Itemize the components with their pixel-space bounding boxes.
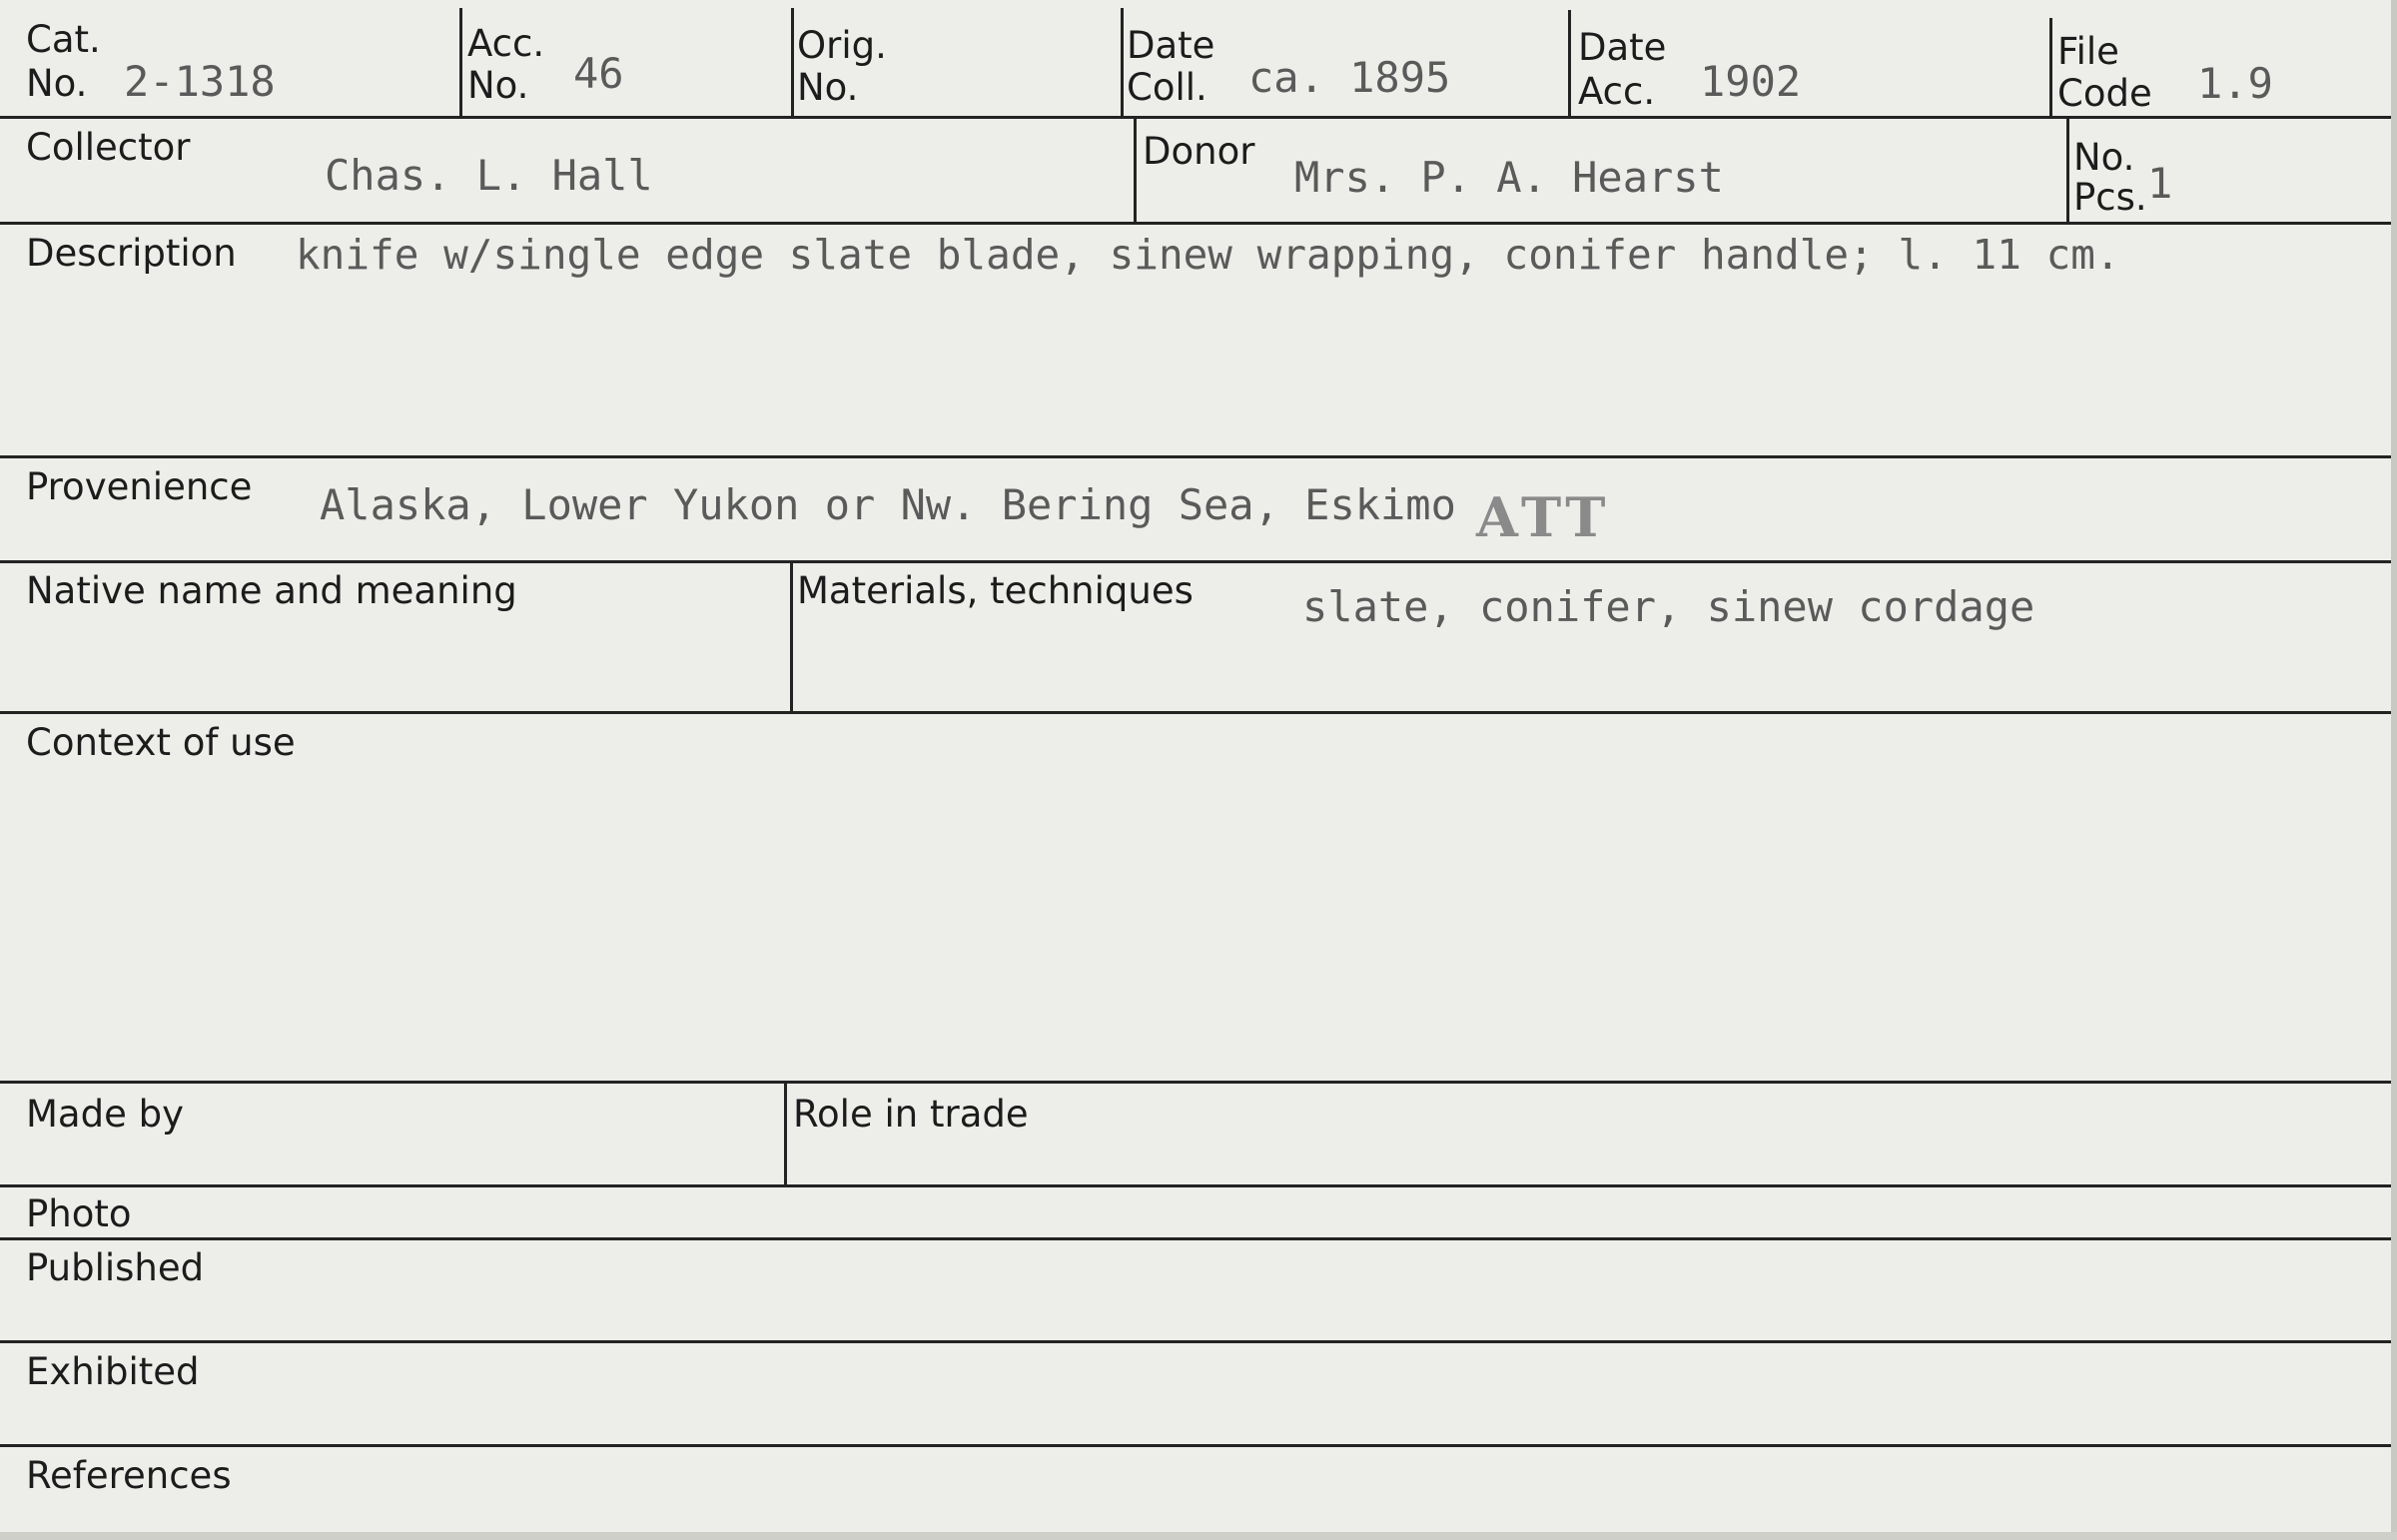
cat-no-label-line2: No.	[26, 62, 88, 105]
made-by-label: Made by	[26, 1093, 184, 1136]
divider-native-materials	[790, 562, 793, 711]
cat-no-label-line1: Cat.	[26, 18, 101, 61]
context-of-use-label: Context of use	[26, 721, 296, 764]
rule-exhibited-bottom	[0, 1444, 2397, 1447]
date-coll-value: ca. 1895	[1248, 53, 1451, 102]
rule-collector-bottom	[0, 222, 2397, 225]
rule-published-bottom	[0, 1340, 2397, 1343]
date-coll-label-line1: Date	[1127, 24, 1215, 67]
date-acc-value: 1902	[1700, 57, 1802, 106]
acc-no-value: 46	[573, 49, 624, 98]
card-bottom-edge	[0, 1532, 2397, 1540]
date-coll-label-line2: Coll.	[1127, 66, 1207, 109]
provenience-value: Alaska, Lower Yukon or Nw. Bering Sea, Eskimo	[320, 480, 1456, 529]
provenience-label: Provenience	[26, 465, 253, 508]
divider-donor-pieces	[2066, 118, 2069, 222]
published-label: Published	[26, 1246, 205, 1289]
materials-label: Materials, techniques	[797, 569, 1194, 612]
cat-no-value: 2-1318	[124, 57, 276, 106]
file-code-label-line2: Code	[2057, 72, 2152, 115]
materials-value: slate, conifer, sinew cordage	[1302, 582, 2035, 631]
rule-description-bottom	[0, 455, 2397, 458]
divider-orig-datecoll	[1121, 8, 1124, 116]
pieces-label-line1: No.	[2073, 136, 2135, 179]
photo-label: Photo	[26, 1192, 132, 1235]
donor-value: Mrs. P. A. Hearst	[1294, 153, 1724, 202]
divider-collector-donor	[1134, 118, 1137, 222]
divider-madeby-role	[784, 1083, 787, 1184]
divider-acc-orig	[791, 8, 794, 116]
native-name-label: Native name and meaning	[26, 569, 517, 612]
rule-photo-bottom	[0, 1237, 2397, 1240]
description-value: knife w/single edge slate blade, sinew wrapping, conifer handle; l. 11 cm.	[296, 231, 2120, 279]
collector-label: Collector	[26, 126, 191, 169]
pieces-label-line2: Pcs.	[2073, 176, 2147, 219]
rule-madeby-bottom	[0, 1184, 2397, 1187]
pieces-value: 1	[2147, 159, 2173, 208]
references-label: References	[26, 1454, 232, 1497]
divider-datecoll-dateacc	[1568, 10, 1571, 116]
date-acc-label-line2: Acc.	[1578, 70, 1656, 113]
date-acc-label-line1: Date	[1578, 26, 1667, 69]
divider-cat-acc	[459, 8, 462, 116]
acc-no-label-line2: No.	[467, 64, 529, 107]
role-in-trade-label: Role in trade	[793, 1093, 1029, 1136]
file-code-label-line1: File	[2057, 30, 2119, 73]
card-right-edge	[2391, 0, 2397, 1540]
description-label: Description	[26, 232, 237, 275]
rule-context-bottom	[0, 1081, 2397, 1084]
rule-header-bottom	[0, 116, 2397, 119]
collector-value: Chas. L. Hall	[325, 151, 653, 200]
divider-dateacc-filecode	[2049, 18, 2052, 118]
acc-no-label-line1: Acc.	[467, 22, 545, 65]
orig-no-label-line1: Orig.	[797, 24, 887, 67]
donor-label: Donor	[1143, 130, 1255, 173]
exhibited-label: Exhibited	[26, 1350, 200, 1393]
rule-provenience-bottom	[0, 560, 2397, 563]
file-code-value: 1.9	[2197, 59, 2273, 108]
att-stamp: ATT	[1476, 485, 1612, 549]
orig-no-label-line2: No.	[797, 66, 859, 109]
rule-native-bottom	[0, 711, 2397, 714]
